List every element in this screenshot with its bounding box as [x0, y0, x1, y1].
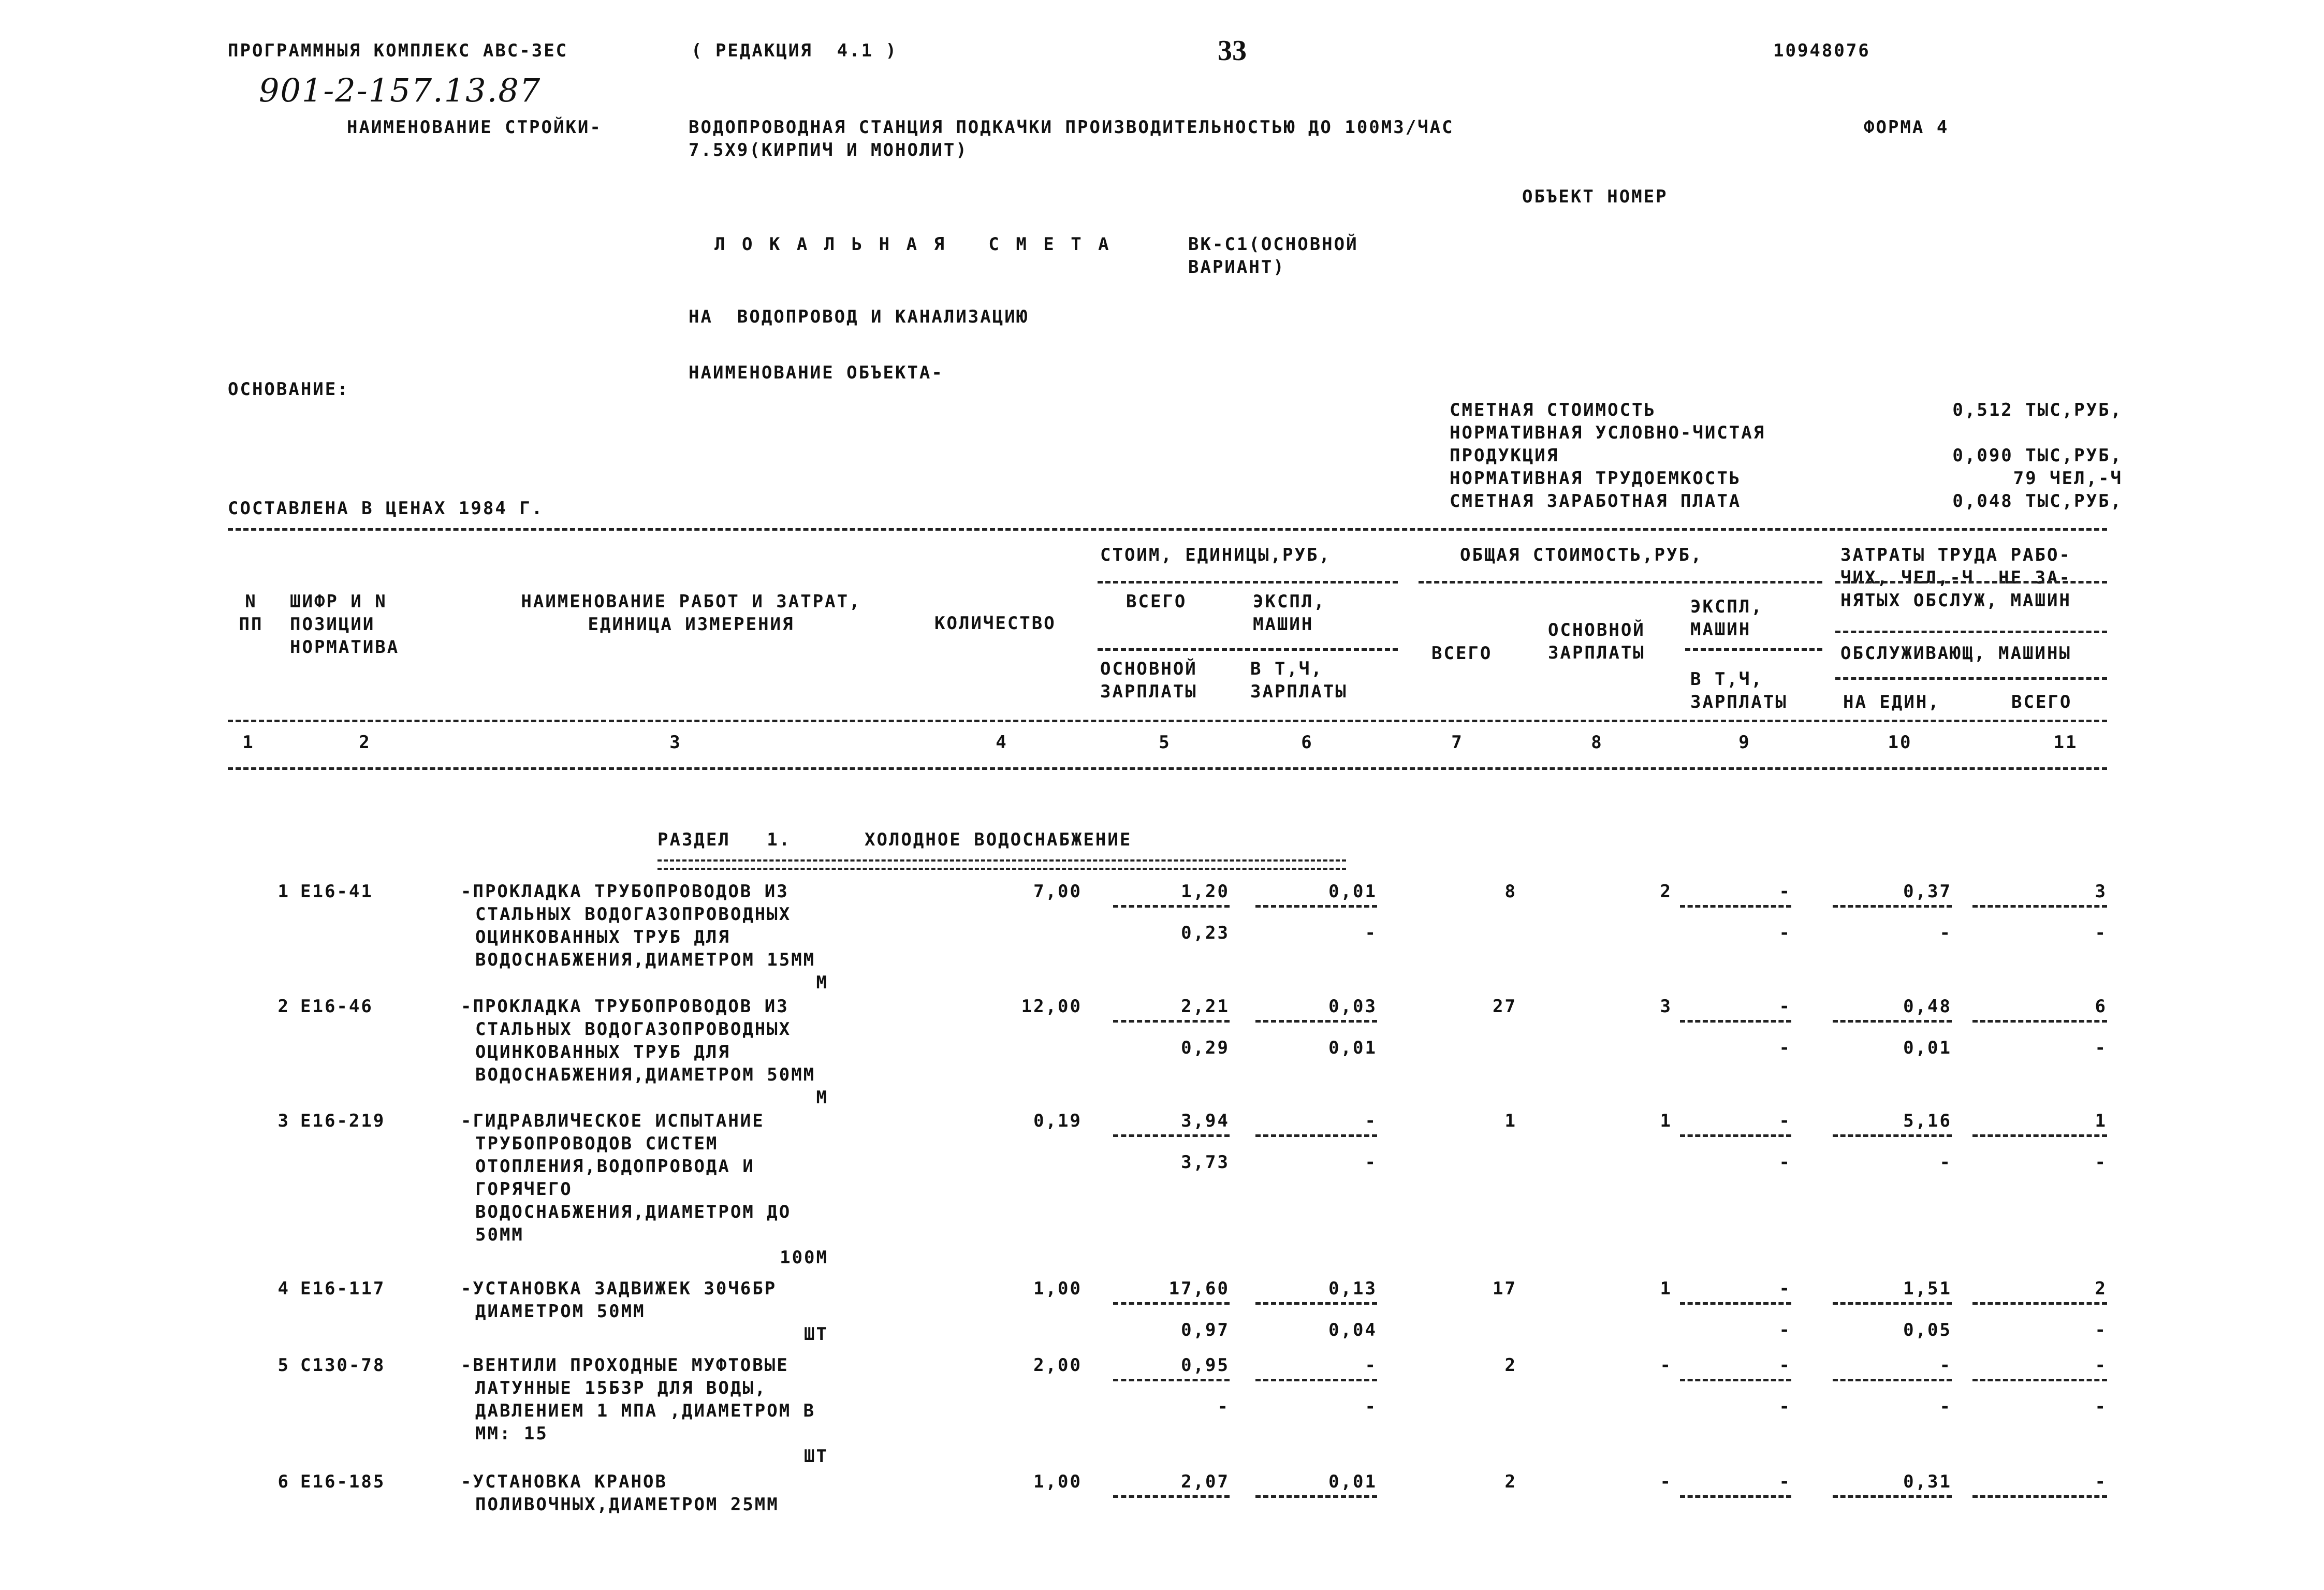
quantity: 1,00	[1033, 1471, 1082, 1492]
unit-cost-machines: 0,13	[1328, 1278, 1377, 1299]
labor-machines-total: -	[2095, 1152, 2107, 1173]
column-number: 10	[1888, 732, 1912, 753]
total-wage: 3	[1660, 996, 1672, 1017]
unit-incl-wage: 0,04	[1328, 1320, 1377, 1340]
row-number: 2	[277, 996, 290, 1017]
summary-row	[1450, 421, 2123, 444]
cell-separator	[1833, 1020, 1952, 1023]
program-name: ПРОГРАММНЫЯ КОМПЛЕКС АВС-3ЕС	[228, 40, 568, 61]
work-description-line: СТАЛЬНЫХ ВОДОГАЗОПРОВОДНЫХ	[475, 904, 792, 925]
work-description-line: ОЦИНКОВАННЫХ ТРУБ ДЛЯ	[475, 927, 730, 947]
unit-cost-machines: 0,01	[1328, 1471, 1377, 1492]
row-number: 4	[277, 1278, 290, 1299]
summary-value: 79 ЧЕЛ,-Ч	[2013, 468, 2123, 489]
unit-cost-machines: 0,01	[1328, 881, 1377, 902]
cell-separator	[1255, 1495, 1377, 1498]
total-machines: -	[1779, 1278, 1791, 1299]
unit-cost-total: 3,94	[1181, 1111, 1230, 1131]
total-machines: -	[1779, 881, 1791, 902]
header-labor-unit: НА ЕДИН,	[1843, 692, 1940, 712]
header-work-name: НАИМЕНОВАНИЕ РАБОТ И ЗАТРАТ, ЕДИНИЦА ИЗМЕРЕНИЯ	[521, 591, 861, 635]
basis-label: ОСНОВАНИЕ:	[228, 379, 349, 400]
cell-separator	[1255, 1302, 1377, 1305]
work-description-line: ГОРЯЧЕГО	[475, 1179, 573, 1200]
header-quantity: КОЛИЧЕСТВО	[934, 613, 1056, 634]
work-description-line: ТРУБОПРОВОДОВ СИСТЕМ	[475, 1133, 719, 1154]
form-label: ФОРМА 4	[1864, 117, 1949, 138]
column-number: 9	[1738, 732, 1751, 753]
header-total-all: ВСЕГО	[1431, 643, 1493, 664]
work-description-line: -УСТАНОВКА ЗАДВИЖЕК 30Ч6БР	[461, 1278, 777, 1299]
summary-label: ПРОДУКЦИЯ	[1450, 445, 1559, 466]
cell-separator	[1113, 1379, 1230, 1381]
work-description-line: ОТОПЛЕНИЯ,ВОДОПРОВОДА И	[475, 1156, 755, 1177]
summary-value: 0,090 ТЫС,РУБ,	[1952, 445, 2123, 466]
header-rule	[1098, 648, 1398, 651]
cell-separator	[1113, 1302, 1230, 1305]
handwritten-code: 901-2-157.13.87	[259, 71, 542, 109]
column-number: 2	[359, 732, 371, 753]
total-incl-wage: -	[1779, 1320, 1791, 1340]
header-rule	[1835, 631, 2107, 633]
column-number: 8	[1591, 732, 1603, 753]
cell-separator	[1833, 905, 1952, 908]
total-machines: -	[1779, 1111, 1791, 1131]
edition: ( РЕДАКЦИЯ 4.1 )	[691, 40, 898, 61]
header-bottom-rule	[228, 720, 2107, 722]
header-total-cost: ОБЩАЯ СТОИМОСТЬ,РУБ,	[1460, 545, 1703, 565]
header-unit-machines: ЭКСПЛ, МАШИН	[1253, 591, 1326, 635]
header-unit-total: ВСЕГО	[1126, 591, 1187, 612]
summary-label: СМЕТНАЯ ЗАРАБОТНАЯ ПЛАТА	[1450, 491, 1742, 512]
cell-separator	[1113, 1495, 1230, 1498]
total-wage: 2	[1660, 881, 1672, 902]
labor-per-unit: 1,51	[1903, 1278, 1952, 1299]
unit-cost-machines: -	[1365, 1111, 1377, 1131]
header-rule	[1835, 581, 2107, 584]
cell-separator	[1255, 1020, 1377, 1023]
labor-per-unit: 0,31	[1903, 1471, 1952, 1492]
unit-cost-total: 2,07	[1181, 1471, 1230, 1492]
norm-code: Е16-117	[300, 1278, 386, 1299]
labor-machines-total: -	[2095, 1320, 2107, 1340]
cell-separator	[1833, 1302, 1952, 1305]
section-label: РАЗДЕЛ 1.	[657, 829, 792, 850]
variant-line1: ВК-С1(ОСНОВНОЙ	[1188, 234, 1358, 255]
work-description-line: ВОДОСНАБЖЕНИЯ,ДИАМЕТРОМ ДО	[475, 1202, 792, 1222]
estimate-subject: НА ВОДОПРОВОД И КАНАЛИЗАЦИЮ	[689, 307, 1029, 327]
total-wage: -	[1660, 1471, 1672, 1492]
quantity: 12,00	[1021, 996, 1082, 1017]
cell-separator	[1680, 1134, 1791, 1137]
work-description-line: -ВЕНТИЛИ ПРОХОДНЫЕ МУФТОВЫЕ	[461, 1355, 789, 1376]
work-description-line: ВОДОСНАБЖЕНИЯ,ДИАМЕТРОМ 15ММ	[475, 950, 816, 970]
unit-incl-wage: -	[1365, 1396, 1377, 1417]
cell-separator	[1833, 1495, 1952, 1498]
unit-of-measure: М	[816, 1087, 828, 1108]
summary-block	[1450, 399, 2123, 513]
unit-wage: -	[1217, 1396, 1230, 1417]
total-wage: 1	[1660, 1111, 1672, 1131]
section-name: ХОЛОДНОЕ ВОДОСНАБЖЕНИЕ	[865, 829, 1132, 850]
cell-separator	[1113, 1134, 1230, 1137]
labor-machines-per-unit: 0,05	[1903, 1320, 1952, 1340]
summary-row	[1450, 490, 2123, 513]
summary-label: НОРМАТИВНАЯ УСЛОВНО-ЧИСТАЯ	[1450, 422, 1766, 443]
header-rule	[1419, 581, 1822, 584]
column-number: 1	[242, 732, 255, 753]
object-name-label: НАИМЕНОВАНИЕ ОБЪЕКТА-	[689, 362, 944, 383]
labor-machines-per-unit: -	[1939, 1396, 1952, 1417]
total-machines: -	[1779, 1355, 1791, 1376]
work-description-line: СТАЛЬНЫХ ВОДОГАЗОПРОВОДНЫХ	[475, 1019, 792, 1040]
total-incl-wage: -	[1779, 1152, 1791, 1173]
unit-wage: 0,97	[1181, 1320, 1230, 1340]
unit-cost-machines: 0,03	[1328, 996, 1377, 1017]
column-number: 3	[669, 732, 682, 753]
labor-total: 6	[2095, 996, 2107, 1017]
header-labor-total: ВСЕГО	[2011, 692, 2072, 712]
row-number: 5	[277, 1355, 290, 1376]
unit-cost-total: 2,21	[1181, 996, 1230, 1017]
labor-per-unit: 0,48	[1903, 996, 1952, 1017]
cell-separator	[1972, 1495, 2107, 1498]
labor-total: 3	[2095, 881, 2107, 902]
header-unit-wage: ОСНОВНОЙ ЗАРПЛАТЫ	[1100, 659, 1197, 702]
header-rule	[1835, 677, 2107, 680]
quantity: 2,00	[1033, 1355, 1082, 1376]
construction-label: НАИМЕНОВАНИЕ СТРОЙКИ-	[347, 117, 602, 138]
unit-of-measure: М	[816, 972, 828, 993]
labor-total: 2	[2095, 1278, 2107, 1299]
work-description-line: ДАВЛЕНИЕМ 1 МПА ,ДИАМЕТРОМ В	[475, 1401, 816, 1421]
total-cost: 8	[1504, 881, 1517, 902]
cell-separator	[1680, 1495, 1791, 1498]
work-description-line: ЛАТУННЫЕ 15Б3Р ДЛЯ ВОДЫ,	[475, 1378, 767, 1398]
column-number: 4	[996, 732, 1008, 753]
summary-label: СМЕТНАЯ СТОИМОСТЬ	[1450, 400, 1656, 420]
total-machines: -	[1779, 1471, 1791, 1492]
table-top-rule	[228, 528, 2107, 531]
quantity: 7,00	[1033, 881, 1082, 902]
labor-machines-per-unit: -	[1939, 923, 1952, 943]
labor-machines-total: -	[2095, 1038, 2107, 1058]
labor-total: -	[2095, 1471, 2107, 1492]
page-number: 33	[1218, 35, 1247, 67]
header-total-incl-wage: В Т,Ч, ЗАРПЛАТЫ	[1690, 669, 1788, 712]
price-level: СОСТАВЛЕНА В ЦЕНАХ 1984 Г.	[228, 498, 544, 519]
total-cost: 2	[1504, 1355, 1517, 1376]
header-row-number: N ПП	[239, 591, 264, 635]
total-wage: -	[1660, 1355, 1672, 1376]
header-labor-sub: ОБСЛУЖИВАЮЩ, МАШИНЫ	[1840, 643, 2071, 664]
row-number: 1	[277, 881, 290, 902]
labor-machines-per-unit: 0,01	[1903, 1038, 1952, 1058]
row-number: 6	[277, 1471, 290, 1492]
norm-code: Е16-219	[300, 1111, 386, 1131]
cell-separator	[1255, 1134, 1377, 1137]
work-description-line: ПОЛИВОЧНЫХ,ДИАМЕТРОМ 25ММ	[475, 1494, 779, 1515]
unit-cost-machines: -	[1365, 1355, 1377, 1376]
header-rule	[1098, 581, 1398, 584]
quantity: 1,00	[1033, 1278, 1082, 1299]
labor-total: -	[2095, 1355, 2107, 1376]
work-description-line: ММ: 15	[475, 1423, 548, 1444]
unit-cost-total: 0,95	[1181, 1355, 1230, 1376]
total-cost: 17	[1493, 1278, 1517, 1299]
cell-separator	[1680, 1379, 1791, 1381]
labor-machines-total: -	[2095, 1396, 2107, 1417]
labor-total: 1	[2095, 1111, 2107, 1131]
summary-row	[1450, 444, 2123, 467]
unit-of-measure: ШТ	[804, 1324, 828, 1345]
unit-of-measure: ШТ	[804, 1446, 828, 1467]
summary-value: 0,048 ТЫС,РУБ,	[1952, 491, 2123, 512]
header-unit-cost: СТОИМ, ЕДИНИЦЫ,РУБ,	[1100, 545, 1331, 565]
cell-separator	[1680, 1020, 1791, 1023]
unit-incl-wage: 0,01	[1328, 1038, 1377, 1058]
norm-code: С130-78	[300, 1355, 386, 1376]
unit-wage: 0,23	[1181, 923, 1230, 943]
quantity: 0,19	[1033, 1111, 1082, 1131]
summary-label: НОРМАТИВНАЯ ТРУДОЕМКОСТЬ	[1450, 468, 1742, 489]
work-description-line: ВОДОСНАБЖЕНИЯ,ДИАМЕТРОМ 50ММ	[475, 1064, 816, 1085]
unit-wage: 3,73	[1181, 1152, 1230, 1173]
cell-separator	[1113, 905, 1230, 908]
construction-name-line2: 7.5Х9(КИРПИЧ И МОНОЛИТ)	[689, 140, 968, 161]
cell-separator	[1972, 1379, 2107, 1381]
norm-code: Е16-46	[300, 996, 373, 1017]
work-description-line: 50ММ	[475, 1224, 524, 1245]
unit-of-measure: 100М	[780, 1247, 828, 1268]
header-column-numbers-rule	[228, 767, 2107, 770]
work-description-line: ОЦИНКОВАННЫХ ТРУБ ДЛЯ	[475, 1042, 730, 1062]
cell-separator	[1255, 905, 1377, 908]
total-cost: 27	[1493, 996, 1517, 1017]
labor-per-unit: 5,16	[1903, 1111, 1952, 1131]
unit-wage: 0,29	[1181, 1038, 1230, 1058]
total-incl-wage: -	[1779, 1396, 1791, 1417]
construction-name-line1: ВОДОПРОВОДНАЯ СТАНЦИЯ ПОДКАЧКИ ПРОИЗВОДИТЕЛЬНОСТЬЮ ДО 100М3/ЧАС	[689, 117, 1454, 138]
cell-separator	[1680, 905, 1791, 908]
column-number: 11	[2053, 732, 2078, 753]
total-wage: 1	[1660, 1278, 1672, 1299]
work-description-line: -ГИДРАВЛИЧЕСКОЕ ИСПЫТАНИЕ	[461, 1111, 765, 1131]
labor-per-unit: 0,37	[1903, 881, 1952, 902]
total-incl-wage: -	[1779, 923, 1791, 943]
section-underline	[657, 859, 1346, 870]
cell-separator	[1833, 1134, 1952, 1137]
work-description-line: -ПРОКЛАДКА ТРУБОПРОВОДОВ ИЗ	[461, 996, 789, 1017]
cell-separator	[1972, 1134, 2107, 1137]
total-cost: 1	[1504, 1111, 1517, 1131]
object-number: ОБЪЕКТ НОМЕР	[1522, 186, 1668, 207]
work-description-line: -УСТАНОВКА КРАНОВ	[461, 1471, 667, 1492]
column-number: 7	[1451, 732, 1464, 753]
unit-incl-wage: -	[1365, 1152, 1377, 1173]
cell-separator	[1680, 1302, 1791, 1305]
header-total-wage: ОСНОВНОЙ ЗАРПЛАТЫ	[1548, 620, 1645, 663]
cell-separator	[1972, 1302, 2107, 1305]
cell-separator	[1972, 905, 2107, 908]
labor-machines-total: -	[2095, 923, 2107, 943]
norm-code: Е16-41	[300, 881, 373, 902]
header-code: ШИФР И N ПОЗИЦИИ НОРМАТИВА	[290, 591, 400, 658]
total-incl-wage: -	[1779, 1038, 1791, 1058]
variant-line2: ВАРИАНТ)	[1188, 257, 1285, 278]
header-rule	[1685, 648, 1822, 651]
total-cost: 2	[1504, 1471, 1517, 1492]
summary-row	[1450, 399, 2123, 421]
cell-separator	[1255, 1379, 1377, 1381]
labor-machines-per-unit: -	[1939, 1152, 1952, 1173]
header-unit-incl-wage: В Т,Ч, ЗАРПЛАТЫ	[1250, 659, 1348, 702]
document-title: Л О К А Л Ь Н А Я С М Е Т А	[714, 234, 1112, 255]
cell-separator	[1833, 1379, 1952, 1381]
norm-code: Е16-185	[300, 1471, 386, 1492]
work-description-line: -ПРОКЛАДКА ТРУБОПРОВОДОВ ИЗ	[461, 881, 789, 902]
unit-cost-total: 17,60	[1168, 1278, 1230, 1299]
work-description-line: ДИАМЕТРОМ 50ММ	[475, 1301, 646, 1322]
header-total-machines: ЭКСПЛ, МАШИН	[1690, 596, 1763, 640]
header-labor: ЗАТРАТЫ ТРУДА РАБО- ЧИХ, ЧЕЛ,-Ч НЕ ЗА- НЯТЫХ ОБСЛУЖ, МАШИН	[1840, 545, 2071, 611]
unit-incl-wage: -	[1365, 923, 1377, 943]
document-code: 10948076	[1773, 40, 1870, 61]
summary-row	[1450, 467, 2123, 490]
cell-separator	[1113, 1020, 1230, 1023]
row-number: 3	[277, 1111, 290, 1131]
column-number: 5	[1159, 732, 1171, 753]
labor-per-unit: -	[1939, 1355, 1952, 1376]
cell-separator	[1972, 1020, 2107, 1023]
unit-cost-total: 1,20	[1181, 881, 1230, 902]
total-machines: -	[1779, 996, 1791, 1017]
summary-value: 0,512 ТЫС,РУБ,	[1952, 400, 2123, 420]
column-number: 6	[1301, 732, 1313, 753]
